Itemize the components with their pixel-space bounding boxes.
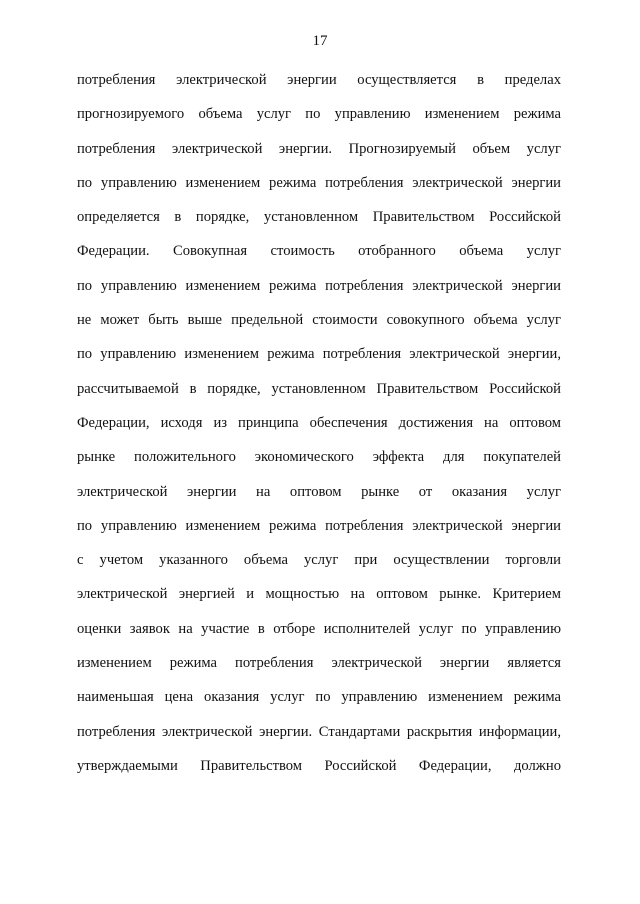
text-line: электрической энергии на оптовом рынке от оказания услуг (77, 483, 561, 500)
text-line: электрической энергией и мощностью на оптовом рынке. Критерием (77, 586, 561, 603)
text-line: потребления электрической энергии. Стандартами раскрытия информации, (77, 723, 561, 740)
text-line: утверждаемыми Правительством Российской Федерации, должно (77, 757, 561, 774)
text-line: оценки заявок на участие в отборе исполнителей услуг по управлению (77, 620, 561, 637)
text-line: не может быть выше предельной стоимости совокупного объема услуг (77, 312, 561, 329)
text-line: по управлению изменением режима потребления электрической энергии (77, 517, 561, 534)
text-line: Федерации, исходя из принципа обеспечения достижения на оптовом (77, 414, 561, 431)
text-line: с учетом указанного объема услуг при осуществлении торговли (77, 552, 561, 569)
text-line: по управлению изменением режима потребления электрической энергии (77, 277, 561, 294)
text-line: потребления электрической энергии. Прогнозируемый объем услуг (77, 140, 561, 157)
text-line: изменением режима потребления электрической энергии является (77, 655, 561, 672)
text-line: прогнозируемого объема услуг по управлению изменением режима (77, 106, 561, 123)
text-line: наименьшая цена оказания услуг по управлению изменением режима (77, 689, 561, 706)
body-text (77, 68, 561, 788)
page-number: 17 (312, 33, 328, 49)
text-line: определяется в порядке, установленном Правительством Российской (77, 209, 561, 226)
text-line: рынке положительного экономического эффекта для покупателей (77, 449, 561, 466)
text-line: по управлению изменением режима потребления электрической энергии (77, 174, 561, 191)
text-line: потребления электрической энергии осуществляется в пределах (77, 72, 561, 88)
text-line: по управлению изменением режима потребления электрической энергии, (77, 346, 561, 363)
text-line: рассчитываемой в порядке, установленном Правительством Российской (77, 380, 561, 397)
text-line: Федерации. Совокупная стоимость отобранного объема услуг (77, 243, 561, 260)
